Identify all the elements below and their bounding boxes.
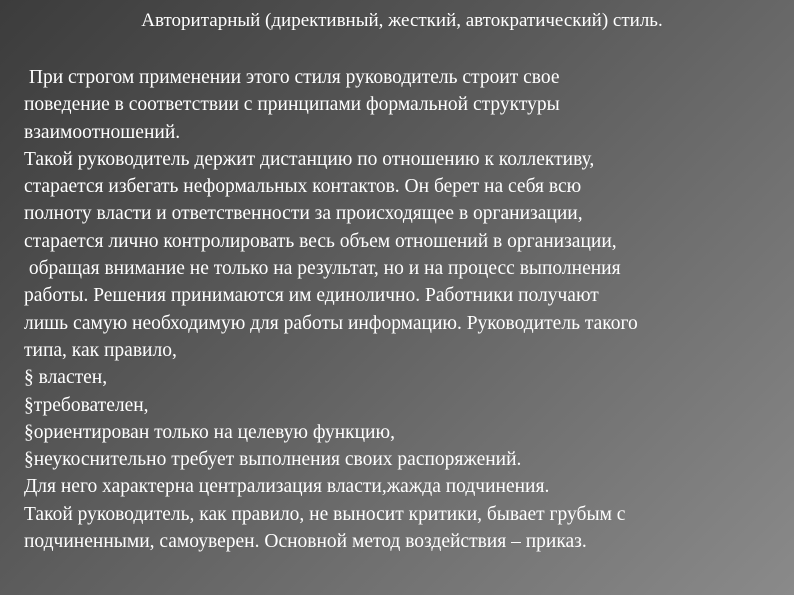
slide-title: Авторитарный (директивный, жесткий, автократический) стиль. [141,10,663,31]
body-line: Такой руководитель держит дистанцию по отношению к коллективу, [24,148,595,170]
body-line: Для него характерна централизация власти,жажда подчинения. [24,476,550,498]
body-line: Такой руководитель, как правило, не выносит критики, бывает грубым с [24,503,626,525]
slide-body [24,64,794,555]
body-line: полноту власти и ответственности за происходящее в организации, [24,203,583,225]
body-line: взаимоотношений. [24,121,181,143]
bullet-item: § властен, [24,367,108,389]
body-line: подчиненными, самоуверен. Основной метод воздействия – приказ. [24,531,587,553]
bullet-item: §неукоснительно требует выполнения своих распоряжений. [24,449,522,471]
body-line: типа, как правило, [24,339,177,361]
body-line: лишь самую необходимую для работы информацию. Руководитель такого [24,312,638,334]
body-line: старается избегать неформальных контактов. Он берет на себя всю [24,176,582,198]
bullet-item: §требователен, [24,394,149,416]
body-line: поведение в соответствии с принципами формальной структуры [24,94,560,116]
body-line: обращая внимание не только на результат, но и на процесс выполнения [24,258,621,280]
body-line: старается лично контролировать весь объем отношений в организации, [24,230,617,252]
bullet-item: §ориентирован только на целевую функцию, [24,421,395,443]
body-line: работы. Решения принимаются им единолично. Работники получают [24,285,599,307]
body-line: При строгом применении этого стиля руководитель строит свое [24,67,560,88]
